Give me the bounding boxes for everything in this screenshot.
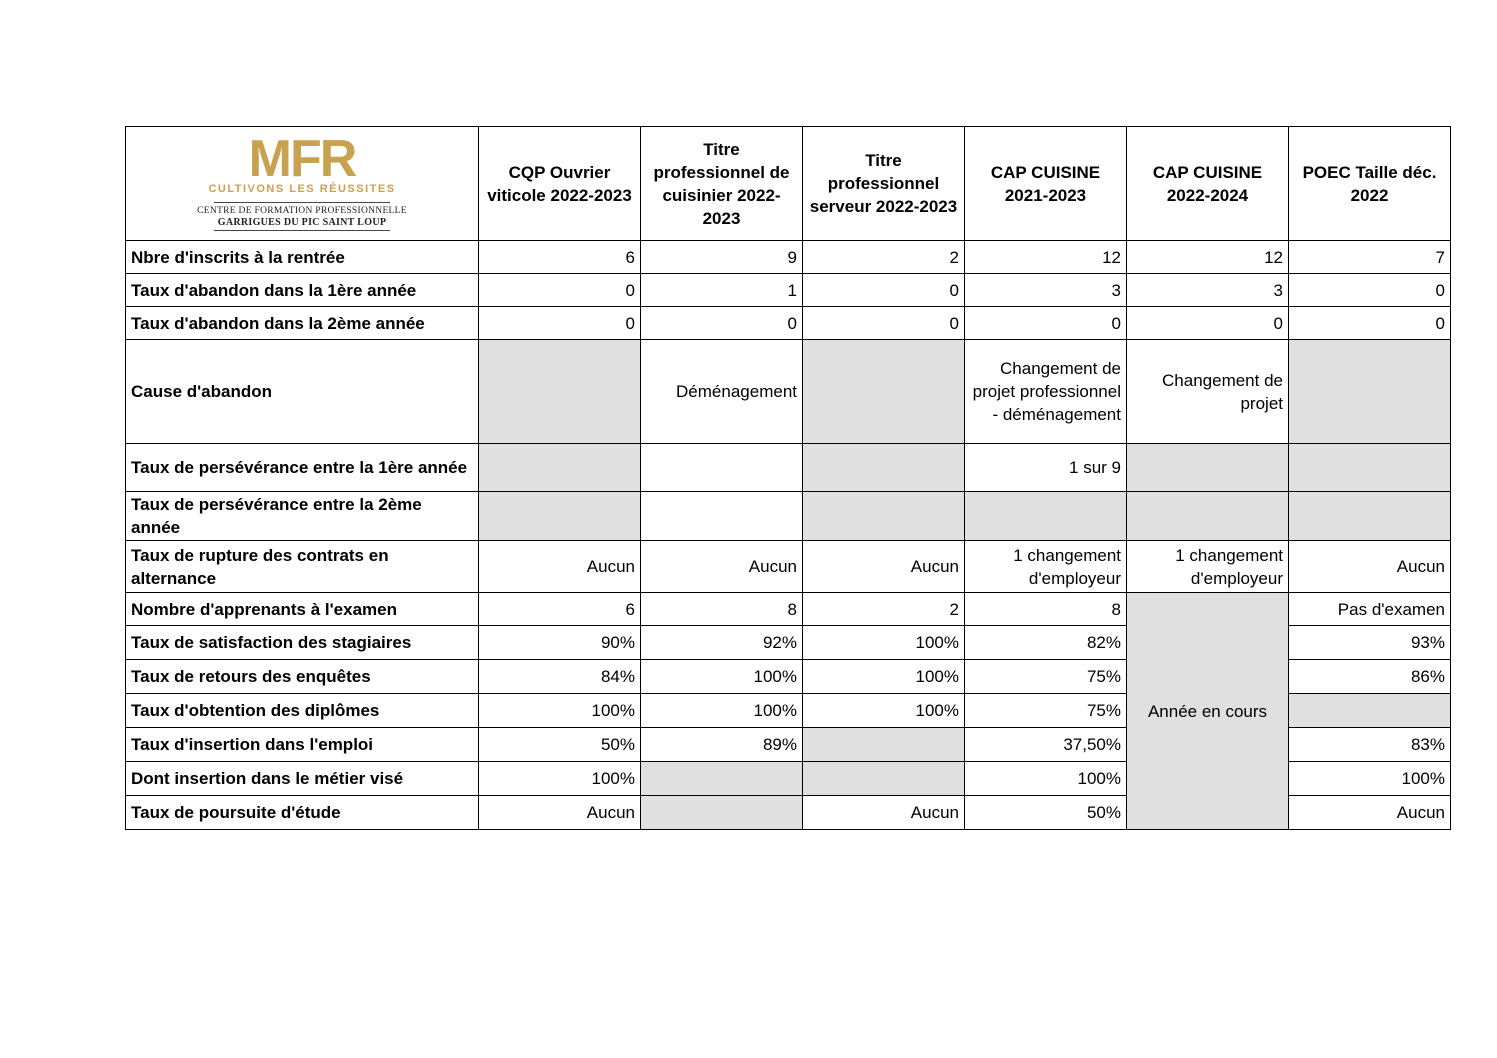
table-cell: Déménagement	[641, 340, 803, 444]
table-cell-empty	[803, 728, 965, 762]
table-cell: 0	[1127, 307, 1289, 340]
logo-tagline: CULTIVONS LES RÉUSSITES	[208, 183, 396, 195]
header-row	[126, 127, 1451, 241]
table-cell: 100%	[803, 694, 965, 728]
table-cell-empty	[1289, 694, 1451, 728]
row-perseverance-1	[126, 444, 1451, 492]
table-cell-empty	[641, 796, 803, 830]
table-cell-empty	[1289, 444, 1451, 492]
table-cell: 1 sur 9	[965, 444, 1127, 492]
table-cell: 37,50%	[965, 728, 1127, 762]
table-cell: Aucun	[479, 796, 641, 830]
row-label: Taux de retours des enquêtes	[126, 660, 479, 694]
table-cell: 100%	[479, 694, 641, 728]
table-cell: Aucun	[1289, 796, 1451, 830]
table-cell: 6	[479, 241, 641, 274]
row-label: Dont insertion dans le métier visé	[126, 762, 479, 796]
row-label: Taux de persévérance entre la 2ème année	[126, 492, 479, 541]
row-examen	[126, 593, 1451, 626]
table-cell: 0	[965, 307, 1127, 340]
row-rupture	[126, 541, 1451, 593]
table-cell: 92%	[641, 626, 803, 660]
table-cell: 12	[965, 241, 1127, 274]
table-cell: 100%	[641, 660, 803, 694]
row-label: Taux de rupture des contrats en alternance	[126, 541, 479, 593]
logo-cell	[126, 127, 479, 241]
logo-line-2: GARRIGUES DU PIC SAINT LOUP	[217, 217, 387, 228]
table-cell	[641, 492, 803, 541]
table-cell: 1 changement d'employeur	[1127, 541, 1289, 593]
table-cell: 1	[641, 274, 803, 307]
table-cell: 2	[803, 593, 965, 626]
table-cell: Changement de projet	[1127, 340, 1289, 444]
table-cell-empty	[1289, 492, 1451, 541]
table-cell: 0	[479, 274, 641, 307]
mfr-logo	[197, 130, 407, 231]
row-label: Cause d'abandon	[126, 340, 479, 444]
table-cell: 82%	[965, 626, 1127, 660]
column-header: CQP Ouvrier viticole 2022-2023	[479, 127, 641, 241]
table-cell: 1 changement d'employeur	[965, 541, 1127, 593]
table-cell: 0	[641, 307, 803, 340]
table-cell: 75%	[965, 694, 1127, 728]
row-label: Taux de satisfaction des stagiaires	[126, 626, 479, 660]
column-header: POEC Taille déc. 2022	[1289, 127, 1451, 241]
table-cell: 2	[803, 241, 965, 274]
table-cell: Aucun	[803, 541, 965, 593]
row-label: Taux d'abandon dans la 1ère année	[126, 274, 479, 307]
logo-line-1: CENTRE DE FORMATION PROFESSIONNELLE	[197, 206, 407, 216]
table-cell: 3	[965, 274, 1127, 307]
logo-divider	[214, 202, 390, 203]
row-abandon-2	[126, 307, 1451, 340]
table-cell: 75%	[965, 660, 1127, 694]
table-cell: 86%	[1289, 660, 1451, 694]
row-label: Taux d'insertion dans l'emploi	[126, 728, 479, 762]
table-cell-empty	[479, 444, 641, 492]
table-cell: 93%	[1289, 626, 1451, 660]
table-cell-empty	[1289, 340, 1451, 444]
table-cell: 89%	[641, 728, 803, 762]
table-cell: 50%	[965, 796, 1127, 830]
row-label: Nombre d'apprenants à l'examen	[126, 593, 479, 626]
row-label: Taux de poursuite d'étude	[126, 796, 479, 830]
table-cell: 100%	[803, 626, 965, 660]
table-cell: 90%	[479, 626, 641, 660]
table-cell: 83%	[1289, 728, 1451, 762]
table-cell: 0	[803, 307, 965, 340]
table-cell: Pas d'examen	[1289, 593, 1451, 626]
table-cell: 100%	[803, 660, 965, 694]
table-cell-empty	[641, 762, 803, 796]
logo-brand: MFR	[248, 130, 356, 188]
table-cell-empty	[965, 492, 1127, 541]
table-cell-empty	[479, 492, 641, 541]
table-cell: 8	[641, 593, 803, 626]
table-cell: 7	[1289, 241, 1451, 274]
table-cell: 0	[479, 307, 641, 340]
table-cell: 3	[1127, 274, 1289, 307]
table-cell: 12	[1127, 241, 1289, 274]
row-abandon-1	[126, 274, 1451, 307]
row-cause	[126, 340, 1451, 444]
table-cell	[641, 444, 803, 492]
table-cell: 0	[803, 274, 965, 307]
table-cell-empty	[803, 444, 965, 492]
row-inscrits	[126, 241, 1451, 274]
table-cell: 8	[965, 593, 1127, 626]
row-label: Taux d'abandon dans la 2ème année	[126, 307, 479, 340]
row-label: Nbre d'inscrits à la rentrée	[126, 241, 479, 274]
column-header: CAP CUISINE 2022-2024	[1127, 127, 1289, 241]
row-perseverance-2	[126, 492, 1451, 541]
annee-en-cours-cell: Année en cours	[1127, 593, 1289, 830]
table-cell: 100%	[479, 762, 641, 796]
table-cell: 100%	[965, 762, 1127, 796]
table-cell: 9	[641, 241, 803, 274]
logo-divider-bottom	[214, 230, 390, 231]
row-label: Taux d'obtention des diplômes	[126, 694, 479, 728]
table-cell-empty	[1127, 492, 1289, 541]
column-header: Titre professionnel serveur 2022-2023	[803, 127, 965, 241]
table-cell: Aucun	[641, 541, 803, 593]
table-cell-empty	[803, 492, 965, 541]
table-cell-empty	[803, 340, 965, 444]
table-cell: Aucun	[803, 796, 965, 830]
table-cell-empty	[1127, 444, 1289, 492]
table-cell: 0	[1289, 274, 1451, 307]
table-cell-empty	[803, 762, 965, 796]
table-cell: Aucun	[479, 541, 641, 593]
row-label: Taux de persévérance entre la 1ère année	[126, 444, 479, 492]
results-table	[125, 126, 1451, 830]
table-cell: Aucun	[1289, 541, 1451, 593]
table-cell-empty	[479, 340, 641, 444]
column-header: Titre professionnel de cuisinier 2022-2023	[641, 127, 803, 241]
table-cell: 50%	[479, 728, 641, 762]
table-cell: 0	[1289, 307, 1451, 340]
column-header: CAP CUISINE 2021-2023	[965, 127, 1127, 241]
table-cell: 84%	[479, 660, 641, 694]
table-cell: 6	[479, 593, 641, 626]
table-cell: 100%	[1289, 762, 1451, 796]
table-cell: 100%	[641, 694, 803, 728]
table-cell: Changement de projet professionnel - déménagement	[965, 340, 1127, 444]
